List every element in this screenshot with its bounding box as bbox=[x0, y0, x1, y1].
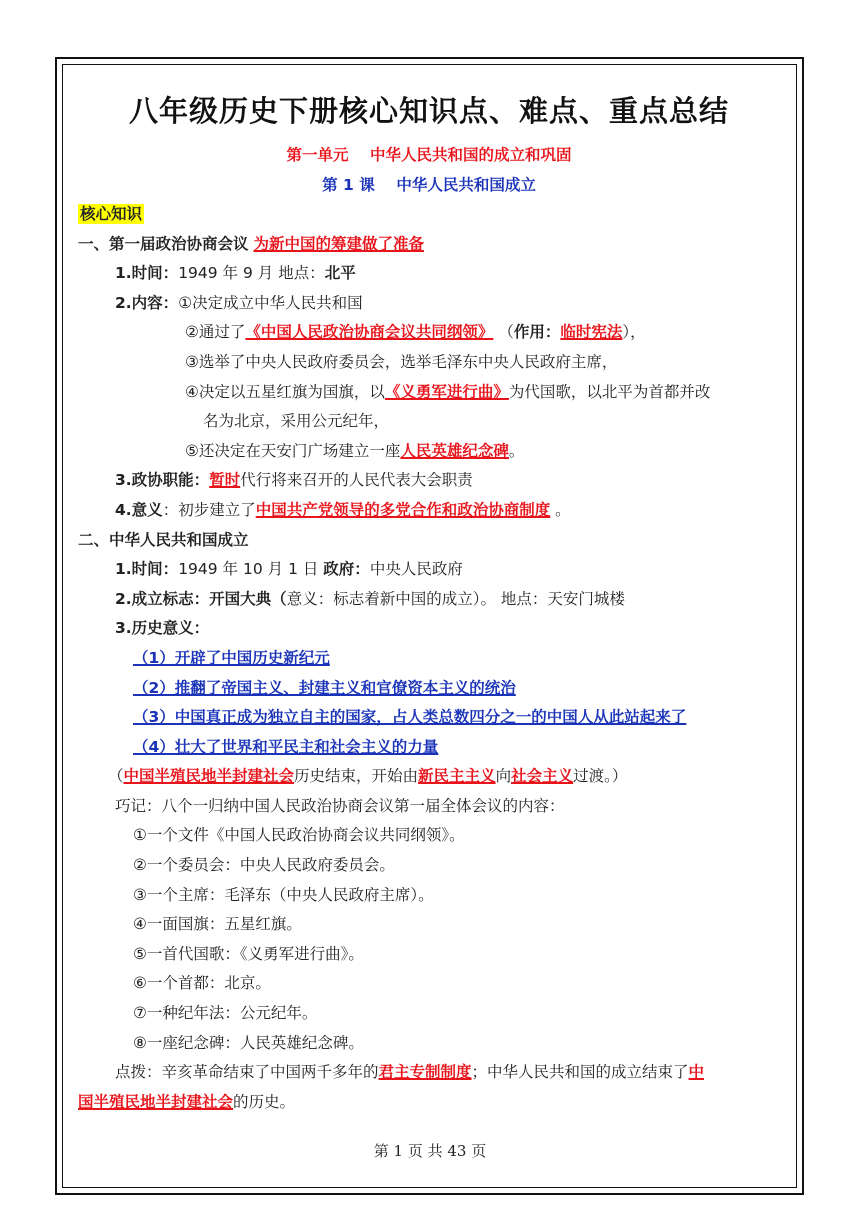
section1-title: 一、第一届政治协商会议 bbox=[78, 234, 249, 253]
s1-time-value: 1949 年 9 月 bbox=[178, 264, 274, 283]
s2-point-2 bbox=[78, 674, 780, 704]
s1-item-2-open: （ bbox=[498, 323, 514, 342]
s2-tip-1: ①一个文件《中国人民政治协商会议共同纲领》。 bbox=[133, 826, 465, 845]
s2-note-post: 过渡。） bbox=[573, 767, 628, 786]
s2-sign-text: 意义：标志着新中国的成立）。 地点：天安门城楼 bbox=[286, 589, 625, 608]
s1-item-4 bbox=[78, 378, 780, 408]
s1-meaning-key: 中国共产党领导的多党合作和政治协商制度 bbox=[255, 500, 551, 519]
s2-note-open: （ bbox=[108, 767, 124, 786]
s2-tip-7: ⑦一种纪年法：公元纪年。 bbox=[133, 1004, 318, 1023]
s1-function-row bbox=[78, 466, 780, 496]
s2-point-4 bbox=[78, 733, 780, 763]
s2-time-label: 1.时间： bbox=[115, 560, 179, 579]
s2-point-pre: 点拨：辛亥革命结束了中国两千多年的 bbox=[115, 1063, 379, 1082]
section1-heading bbox=[78, 230, 780, 260]
s1-function-text: 代行将来召开的人民代表大会职责 bbox=[240, 471, 473, 490]
s1-item-4-anthem: 《义勇军进行曲》 bbox=[384, 382, 509, 401]
s1-time-label: 1.时间： bbox=[115, 264, 179, 283]
s1-time-row bbox=[78, 259, 780, 289]
s1-item-4-pre: ④决定以五星红旗为国旗，以 bbox=[185, 382, 385, 401]
s2-point-3-text: （3）中国真正成为独立自主的国家，占人类总数四分之一的中国人从此站起来了 bbox=[133, 708, 687, 727]
s2-note-key-1: 中国半殖民地半封建社会 bbox=[123, 767, 295, 786]
s1-function-key: 暂时 bbox=[209, 471, 241, 490]
s1-item-4-post: 为代国歌，以北平为首都并改 bbox=[508, 382, 711, 401]
s2-point-1-text: （1）开辟了中国历史新纪元 bbox=[133, 648, 330, 667]
s1-item-4-cont: 名为北京，采用公元纪年， bbox=[203, 412, 390, 431]
s2-point-key-2b: 国半殖民地半封建社会 bbox=[78, 1092, 234, 1111]
s1-item-5-post: 。 bbox=[508, 441, 525, 460]
s2-gov-label: 政府： bbox=[323, 560, 370, 579]
s2-gov-value: 中央人民政府 bbox=[369, 560, 463, 579]
s1-item-2-post: ）， bbox=[622, 323, 646, 342]
s2-tip-4: ④一面国旗：五星红旗。 bbox=[133, 915, 302, 934]
s2-note-key-3: 社会主义 bbox=[511, 767, 574, 786]
s2-history-label: 3.历史意义： bbox=[115, 619, 210, 638]
s2-point-row bbox=[78, 1058, 780, 1088]
s1-item-3: ③选举了中央人民政府委员会，选举毛泽东中央人民政府主席， bbox=[185, 352, 618, 371]
s2-tip-5: ⑤一首代国歌：《义勇军进行曲》。 bbox=[133, 944, 364, 963]
s2-note-row bbox=[78, 762, 780, 792]
lesson-title: 第 1 课 中华人民共和国成立 bbox=[322, 176, 536, 194]
s2-point-2-text: （2）推翻了帝国主义、封建主义和官僚资本主义的统治 bbox=[133, 678, 516, 697]
core-knowledge-tag: 核心知识 bbox=[80, 205, 143, 223]
core-knowledge-row bbox=[78, 200, 780, 230]
section1-note: 为新中国的筹建做了准备 bbox=[253, 234, 424, 253]
s2-time-row bbox=[78, 555, 780, 585]
s2-note-key-2: 新民主主义 bbox=[418, 767, 496, 786]
s1-item-2-pre: ②通过了 bbox=[185, 323, 246, 342]
s2-point-1 bbox=[78, 644, 780, 674]
s2-tip-8: ⑧一座纪念碑：人民英雄纪念碑。 bbox=[133, 1033, 364, 1052]
s1-item-5-pre: ⑤还决定在天安门广场建立一座 bbox=[185, 441, 401, 460]
s1-item-5-monument: 人民英雄纪念碑 bbox=[400, 441, 509, 460]
s2-sign-label: 2.成立标志：开国大典（ bbox=[115, 589, 287, 608]
unit-title: 第一单元 中华人民共和国的成立和巩固 bbox=[286, 146, 572, 164]
page-title: 八年级历史下册核心知识点、难点、重点总结 bbox=[128, 94, 729, 128]
page-footer: 第 1 页 共 43 页 bbox=[373, 1142, 487, 1160]
section2-heading: 二、中华人民共和国成立 bbox=[78, 530, 249, 549]
s2-tip-6: ⑥一个首都：北京。 bbox=[133, 974, 271, 993]
s1-content-label: 2.内容： bbox=[115, 293, 179, 312]
s1-place-value: 北平 bbox=[324, 264, 356, 283]
document-body bbox=[78, 88, 780, 1117]
s1-item-2 bbox=[78, 318, 780, 348]
s1-item-2-doc: 《中国人民政治协商会议共同纲领》 bbox=[245, 323, 494, 342]
s1-meaning-row bbox=[78, 496, 780, 526]
s2-note-mid-1: 历史结束，开始由 bbox=[294, 767, 419, 786]
s2-tip-intro: 巧记：八个一归纳中国人民政治协商会议第一届全体会议的内容： bbox=[115, 796, 565, 815]
s2-time-value: 1949 年 10 月 1 日 bbox=[178, 560, 319, 579]
s2-point-4-text: （4）壮大了世界和平民主和社会主义的力量 bbox=[133, 737, 439, 756]
s2-point-key-1: 君主专制制度 bbox=[378, 1063, 472, 1082]
s1-place-label: 地点： bbox=[278, 264, 325, 283]
s1-item-2-role: 临时宪法 bbox=[560, 323, 623, 342]
s1-function-label: 3.政协职能： bbox=[115, 471, 210, 490]
s2-tip-2: ②一个委员会：中央人民政府委员会。 bbox=[133, 856, 395, 875]
s2-point-mid: ；中华人民共和国的成立结束了 bbox=[471, 1063, 689, 1082]
s1-item-1: ①决定成立中华人民共和国 bbox=[178, 293, 363, 312]
s2-point-key-2a: 中 bbox=[688, 1063, 705, 1082]
s1-item-5 bbox=[78, 437, 780, 467]
s1-content-row bbox=[78, 289, 780, 319]
s2-note-mid-2: 向 bbox=[495, 767, 512, 786]
s1-item-2-label: 作用： bbox=[513, 323, 561, 342]
s2-point-3 bbox=[78, 703, 780, 733]
s2-point-row-cont bbox=[78, 1088, 780, 1118]
s2-point-post: 的历史。 bbox=[233, 1092, 296, 1111]
s2-sign-row bbox=[78, 585, 780, 615]
s1-meaning-post: 。 bbox=[555, 500, 571, 519]
s1-meaning-pre: ：初步建立了 bbox=[162, 500, 256, 519]
s1-meaning-label: 4.意义 bbox=[115, 500, 163, 519]
s2-tip-3: ③一个主席：毛泽东（中央人民政府主席）。 bbox=[133, 885, 434, 904]
